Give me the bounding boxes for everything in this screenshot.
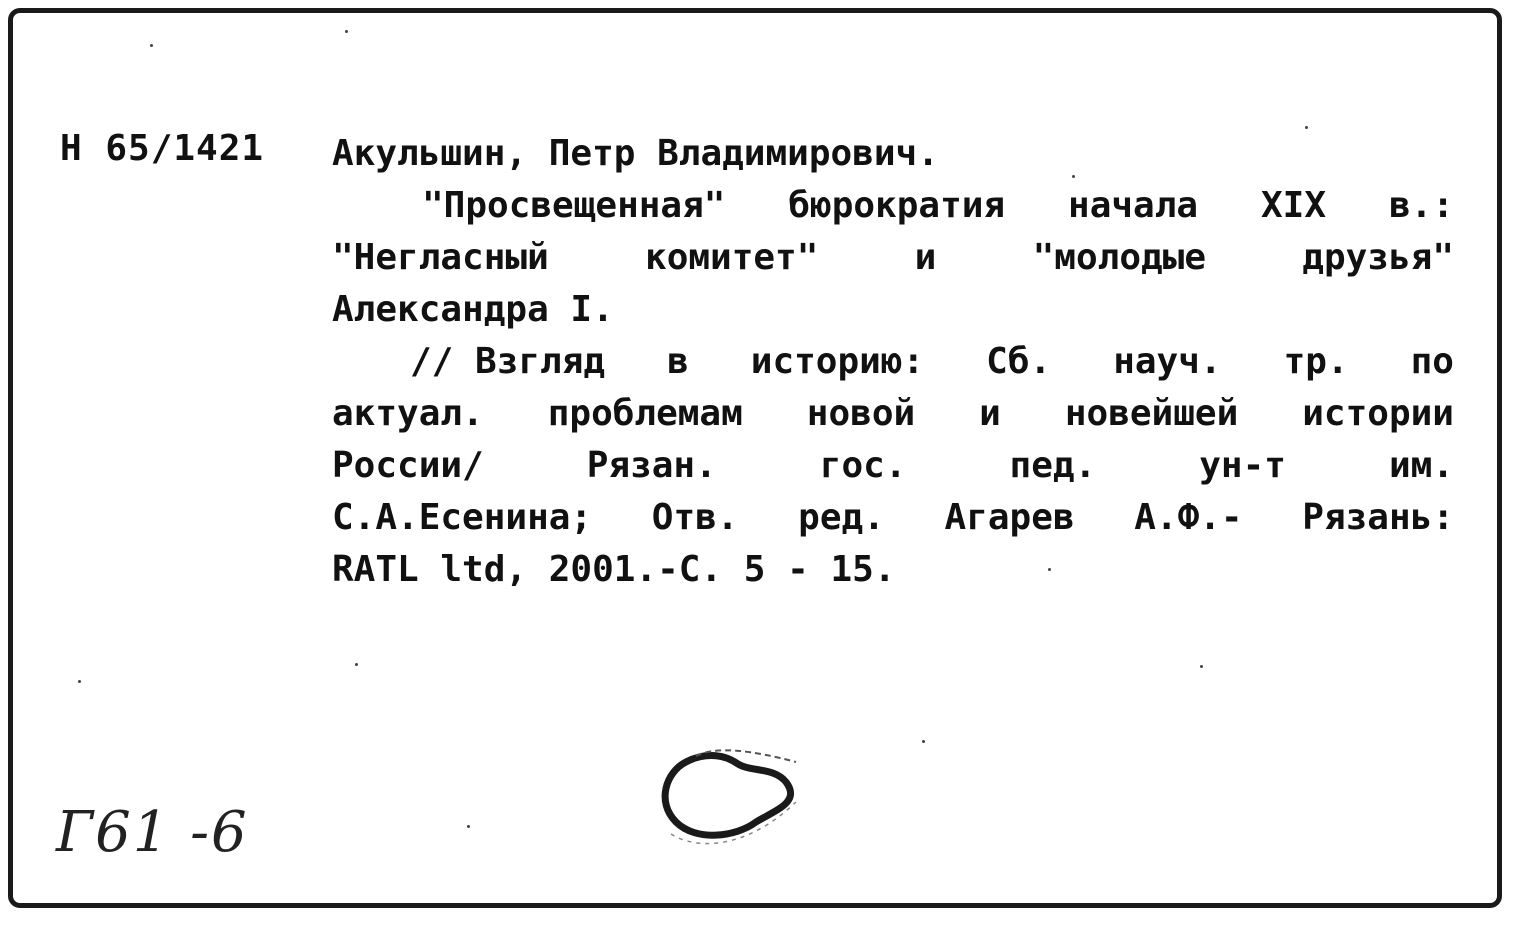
paper-speck <box>355 663 358 666</box>
title-word: друзья" <box>1302 237 1454 278</box>
title-line-1 <box>332 180 1454 232</box>
title-word: начала <box>1068 185 1199 226</box>
title-word: "молодые <box>1032 237 1207 278</box>
source-line-5: RATL ltd, 2001.-С. 5 - 15. <box>332 549 896 590</box>
paper-speck <box>150 44 153 47</box>
title-word: XIX <box>1261 185 1327 226</box>
title-word: бюрократия <box>788 185 1006 226</box>
source-word: и <box>979 393 1001 434</box>
title-word: в.: <box>1388 185 1454 226</box>
paper-speck <box>345 30 348 33</box>
title-word: и <box>914 237 937 278</box>
title-word: "Негласный <box>332 237 549 278</box>
source-word: Отв. <box>651 497 739 538</box>
handwritten-shelf-mark: Г61 -6 <box>56 800 249 865</box>
source-word: ун-т <box>1199 445 1286 486</box>
source-word: проблемам <box>547 393 743 434</box>
source-word: А.Ф.- <box>1134 497 1243 538</box>
paper-speck <box>1072 175 1075 178</box>
paper-speck <box>1305 126 1308 129</box>
call-number: Н 65/1421 <box>60 128 265 169</box>
source-word: новой <box>806 393 916 434</box>
source-word: истории <box>1302 393 1454 434</box>
source-word: Рязан. <box>586 445 717 486</box>
source-word: гос. <box>819 445 907 486</box>
source-word: Рязань: <box>1302 497 1454 538</box>
title-line-2 <box>332 232 1454 284</box>
source-word: пед. <box>1009 445 1097 486</box>
source-word: Сб. <box>986 341 1052 382</box>
source-word: // Взгляд <box>410 341 606 382</box>
source-word: России/ <box>332 445 484 486</box>
bibliographic-entry <box>332 128 1454 596</box>
source-line-4 <box>332 492 1454 544</box>
source-word: тр. <box>1283 341 1349 382</box>
title-word: "Просвещенная" <box>422 185 726 226</box>
author-line: Акульшин, Петр Владимирович. <box>332 133 939 174</box>
punch-hole-icon <box>656 742 806 856</box>
source-word: им. <box>1388 445 1454 486</box>
paper-speck <box>78 680 81 683</box>
source-line-2 <box>332 388 1454 440</box>
paper-speck <box>467 825 470 828</box>
source-word: историю: <box>750 341 925 382</box>
source-word: актуал. <box>332 393 484 434</box>
source-word: по <box>1410 341 1454 382</box>
paper-speck <box>922 740 925 743</box>
title-word: комитет" <box>645 237 819 278</box>
paper-speck <box>1200 665 1203 668</box>
source-line-1 <box>332 336 1454 388</box>
source-word: науч. <box>1113 341 1222 382</box>
source-word: новейшей <box>1064 393 1239 434</box>
paper-speck <box>1048 568 1051 571</box>
source-word: Агарев <box>944 497 1075 538</box>
source-line-3 <box>332 440 1454 492</box>
source-word: в <box>667 341 689 382</box>
source-word: С.А.Есенина; <box>332 497 593 538</box>
source-word: ред. <box>798 497 885 538</box>
title-line-3: Александра I. <box>332 289 614 330</box>
